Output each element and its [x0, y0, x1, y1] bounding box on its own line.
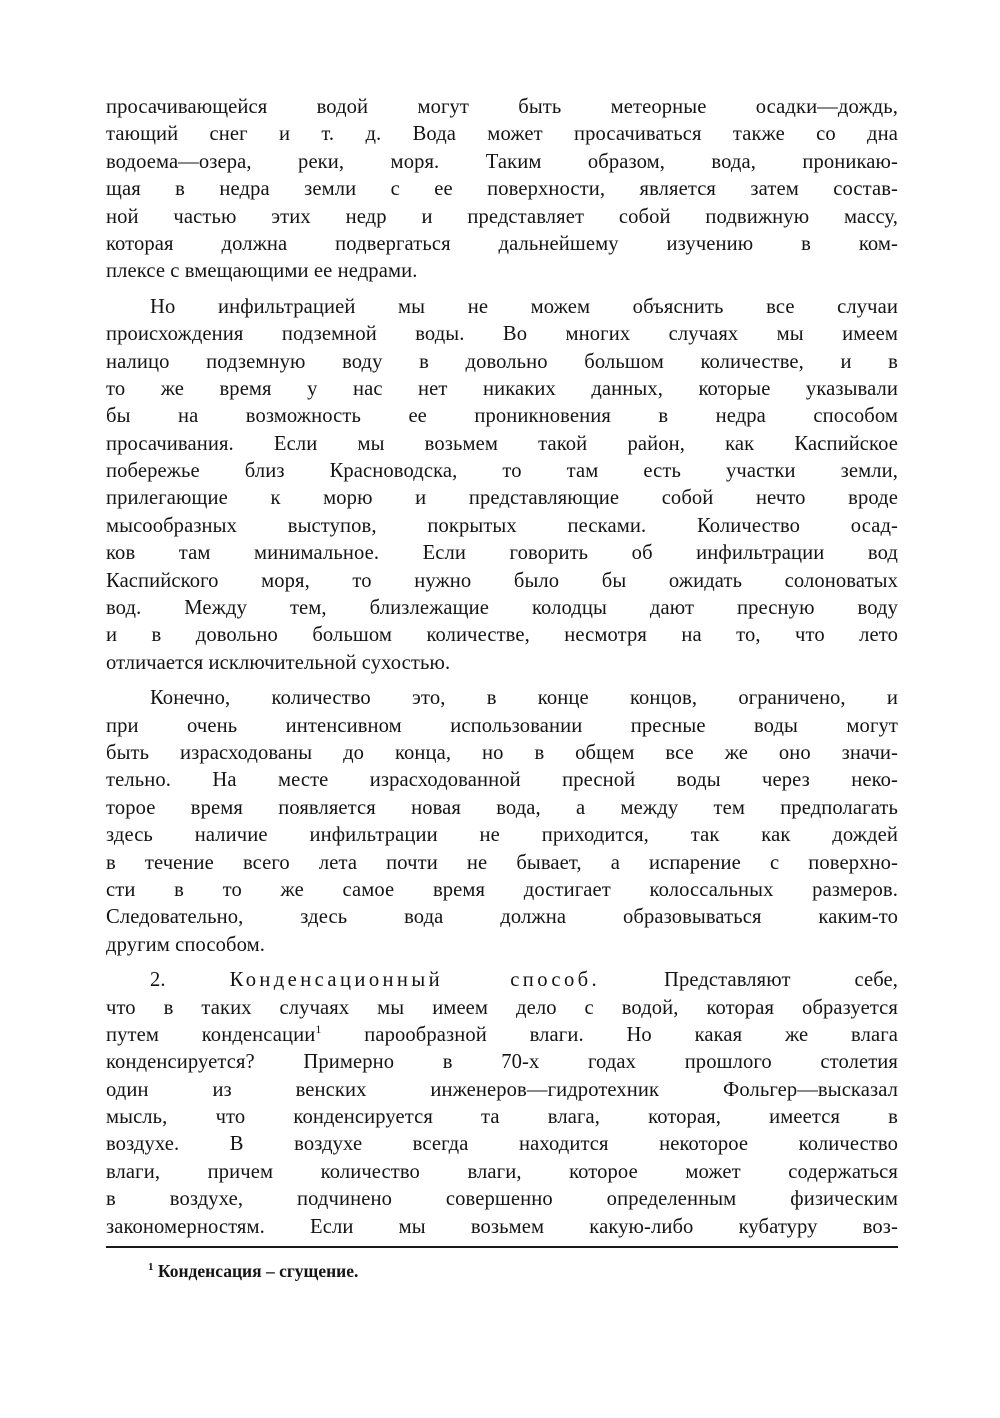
- text-line: воздухе. В воздухе всегда находится некоторое количество: [106, 1133, 898, 1156]
- text-fragment: Представляют себе,: [664, 969, 899, 992]
- text-line: плексе с вмещающими ее недрами.: [106, 260, 418, 283]
- text-line: сти в то же самое время достигает колоссальных размеров.: [106, 878, 898, 901]
- text-line: конденсируется? Примерно в 70-х годах прошлого столетия: [106, 1051, 898, 1074]
- text-line: водоема—озера, реки, моря. Таким образом, вода, проникаю-: [106, 150, 898, 173]
- text-line-with-footnote: [106, 1022, 898, 1049]
- text-line: Каспийского моря, то нужно было бы ожидать солоноватых: [106, 569, 898, 592]
- text-line: влаги, причем количество влаги, которое может содержаться: [106, 1160, 898, 1183]
- text-line: побережье близ Красноводска, то там есть участки земли,: [106, 460, 898, 483]
- text-line: другим способом.: [106, 933, 266, 956]
- text-line: Следовательно, здесь вода должна образовываться каким-то: [106, 906, 898, 929]
- text-line: отличается исключительной сухостью.: [106, 651, 451, 674]
- text-line: мысообразных выступов, покрытых песками. Количество осад-: [106, 514, 898, 537]
- text-fragment: парообразной влаги. Но какая же влага: [321, 1023, 898, 1046]
- section-condensation: [106, 967, 898, 1241]
- section-heading: Конденсационный способ.: [229, 969, 601, 992]
- page-body: [106, 94, 898, 1249]
- text-line: просачивающейся водой могут быть метеорные осадки—дождь,: [106, 96, 898, 118]
- footnote: [148, 1260, 358, 1282]
- text-line: мысль, что конденсируется та влага, которая, имеется в: [106, 1106, 898, 1129]
- footnote-reference: 1: [315, 1022, 322, 1037]
- text-line: торое время появляется новая вода, а между тем предполагать: [106, 796, 898, 819]
- text-line: один из венских инженеров—гидротехник Фольгер—высказал: [106, 1078, 898, 1101]
- text-line: щая в недра земли с ее поверхности, является затем состав-: [106, 178, 898, 201]
- text-line: при очень интенсивном использовании пресные воды могут: [106, 714, 898, 737]
- text-line: что в таких случаях мы имеем дело с водой, которая образуется: [106, 996, 898, 1019]
- text-line: тельно. На месте израсходованной пресной воды через неко-: [106, 769, 898, 792]
- text-line: в воздухе, подчинено совершенно определенным физическим: [106, 1188, 898, 1211]
- text-line: в течение всего лета почти не бывает, а испарение с поверхно-: [106, 851, 898, 874]
- text-fragment: путем конденсации: [106, 1023, 316, 1046]
- text-line: налицо подземную воду в довольно большом количестве, и в: [106, 350, 898, 373]
- paragraph-fresh-water: [106, 685, 898, 959]
- section-heading-line: [106, 967, 898, 994]
- text-line: закономерностям. Если мы возьмем какую-либо кубатуру воз-: [106, 1215, 898, 1238]
- footnote-divider: [106, 1246, 898, 1248]
- text-line: здесь наличие инфильтрации не приходится, так как дождей: [106, 824, 898, 847]
- text-line: и в довольно большом количестве, несмотря на то, что лето: [106, 624, 898, 647]
- text-line: которая должна подвергаться дальнейшему изучению в ком-: [106, 232, 898, 255]
- paragraph-infiltration-continuation: [106, 94, 898, 286]
- text-line: бы на возможность ее проникновения в недра способом: [106, 405, 898, 428]
- section-number: 2.: [150, 969, 166, 992]
- paragraph-krasnovodsk: [106, 294, 898, 677]
- text-line: вод. Между тем, близлежащие колодцы дают пресную воду: [106, 597, 898, 620]
- text-line: прилегающие к морю и представляющие собой нечто вроде: [106, 487, 898, 510]
- footnote-text: Конденсация – сгущение.: [153, 1261, 359, 1281]
- text-line: Но инфильтрацией мы не можем объяснить все случаи: [150, 295, 898, 318]
- text-line: ков там минимальное. Если говорить об инфильтрации вод: [106, 542, 898, 565]
- text-line: Конечно, количество это, в конце концов, ограничено, и: [150, 687, 898, 710]
- text-line: то же время у нас нет никаких данных, которые указывали: [106, 377, 898, 400]
- text-line: просачивания. Если мы возьмем такой район, как Каспийское: [106, 432, 898, 455]
- footnote-marker: 1: [148, 1261, 154, 1274]
- text-line: происхождения подземной воды. Во многих случаях мы имеем: [106, 323, 898, 346]
- text-line: тающий снег и т. д. Вода может просачиваться также со дна: [106, 123, 898, 146]
- text-line: быть израсходованы до конца, но в общем все же оно значи-: [106, 741, 898, 764]
- text-line: ной частью этих недр и представляет собой подвижную массу,: [106, 205, 898, 228]
